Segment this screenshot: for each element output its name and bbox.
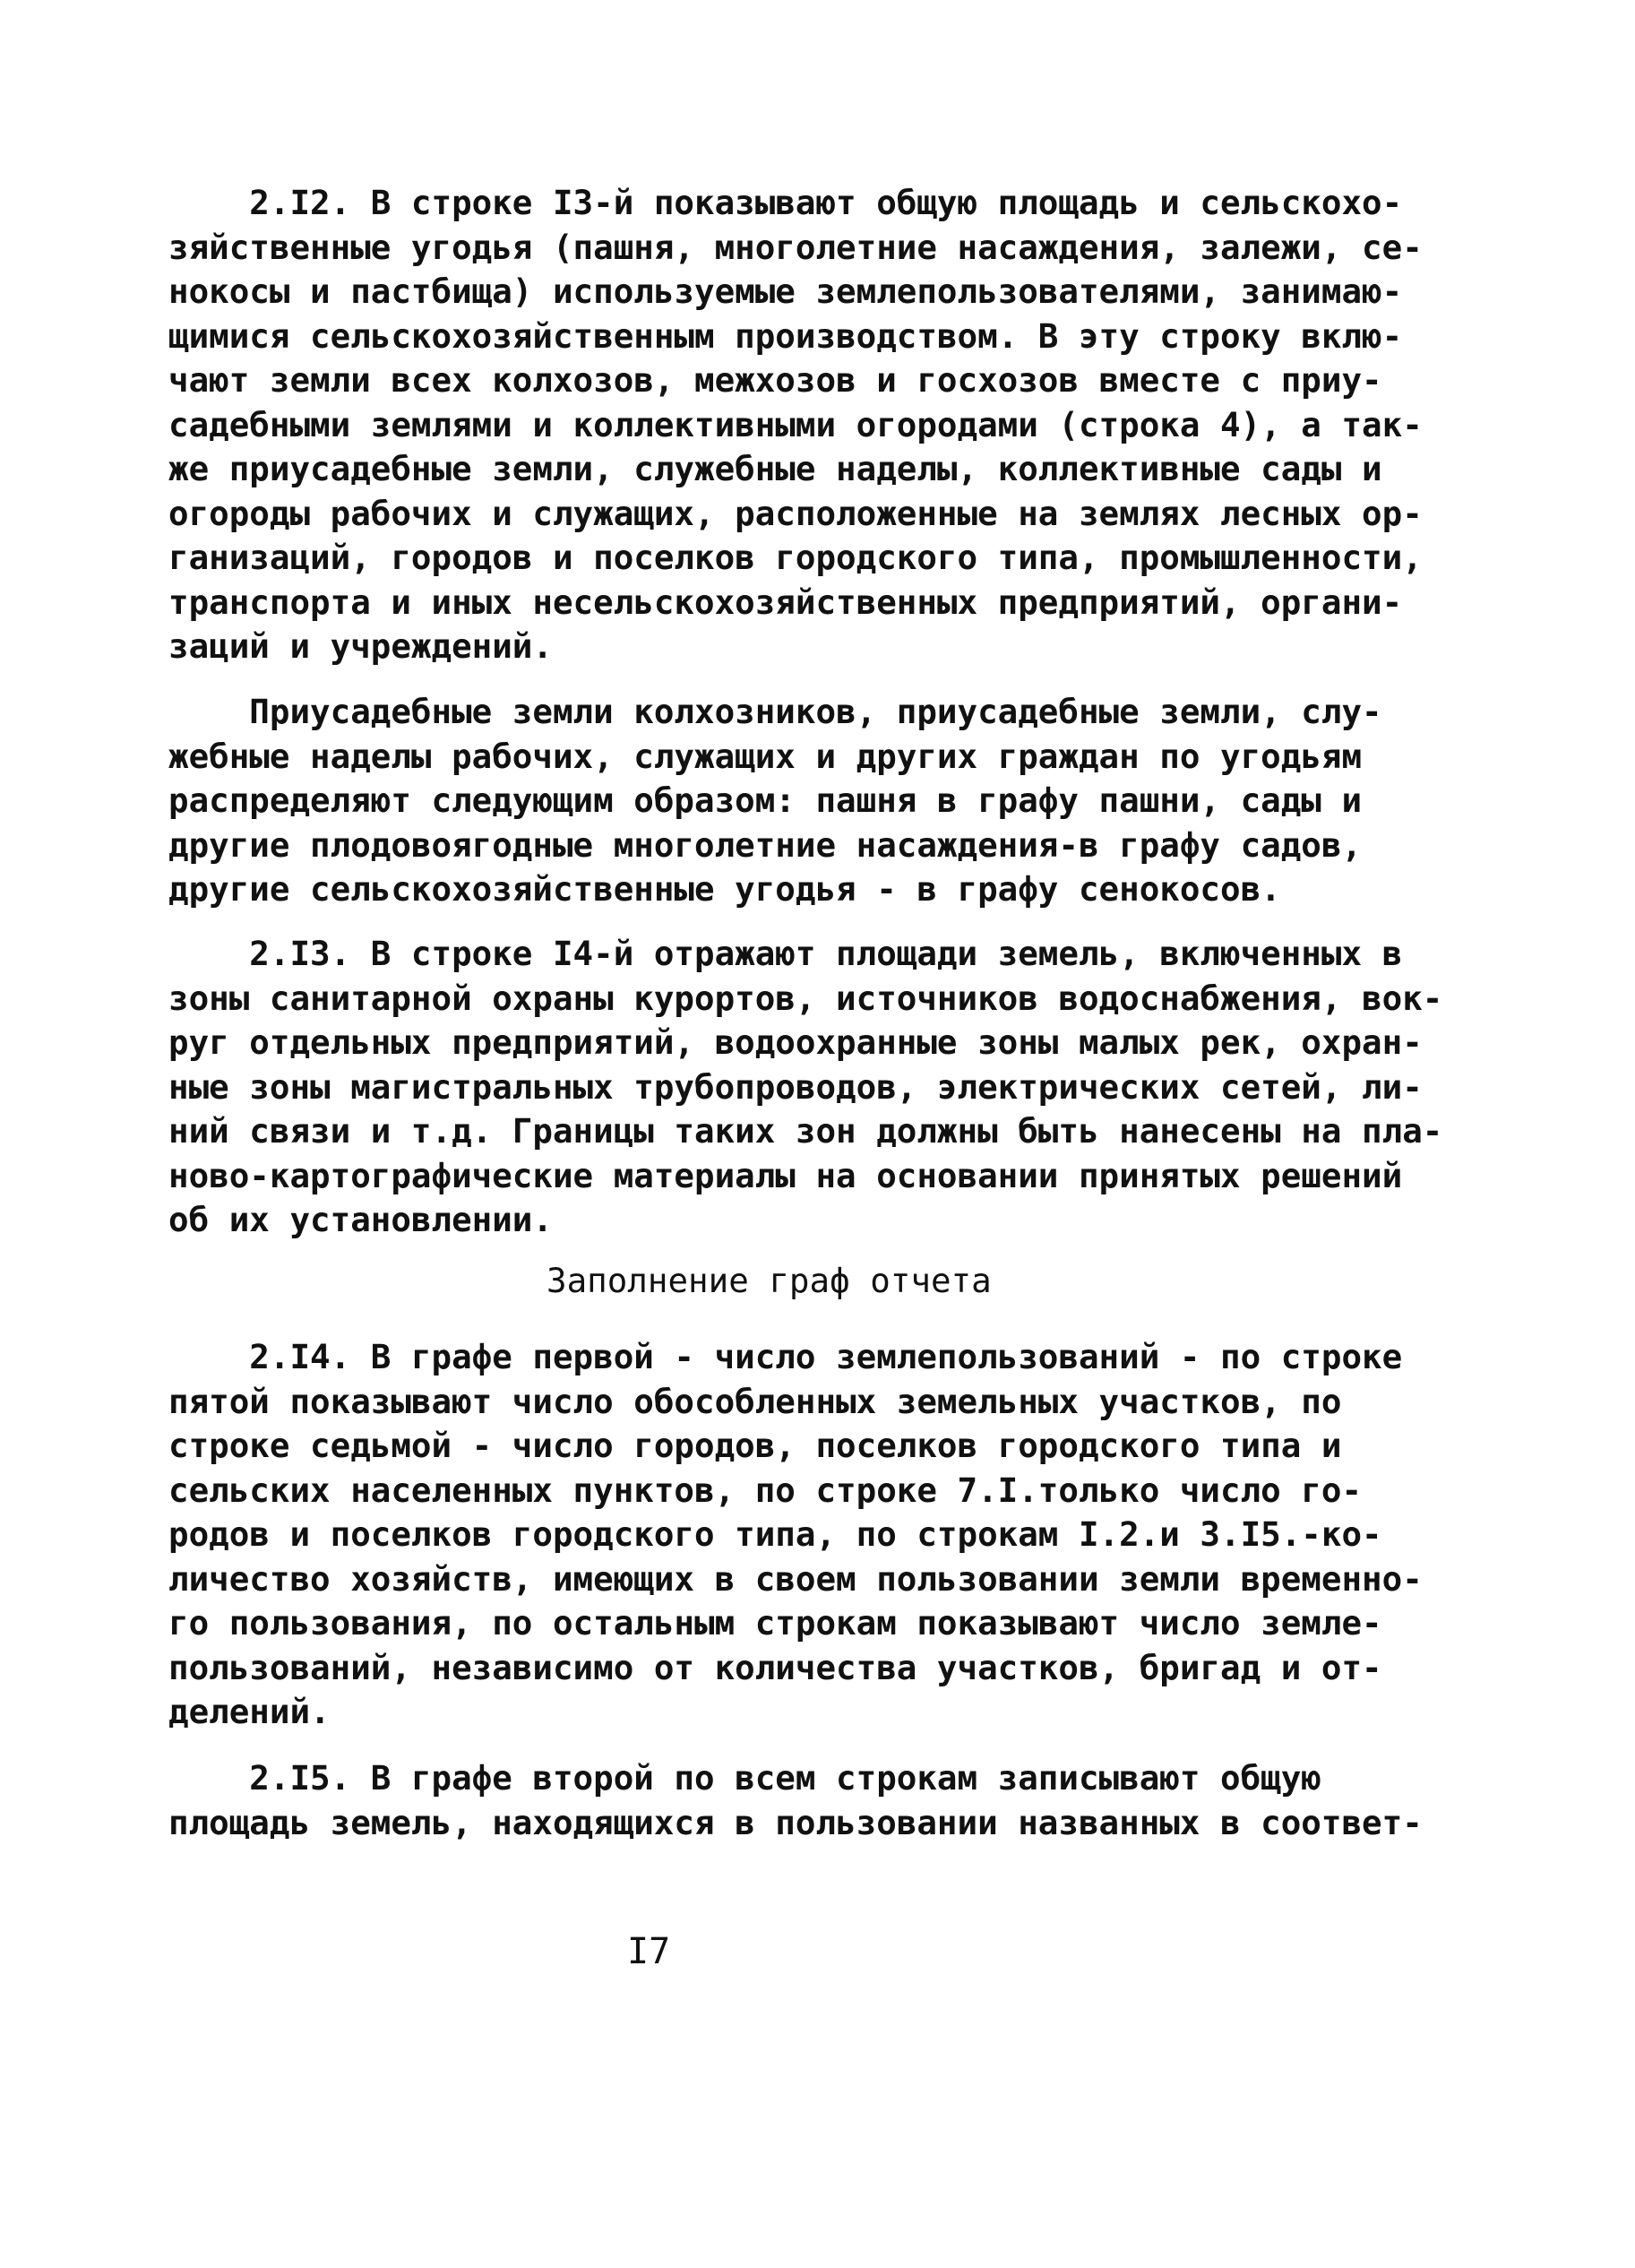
text-line: ново-картографические материалы на основании принятых решений [168,1155,1403,1195]
text-line: строке седьмой - число городов, поселков городского типа и [168,1426,1342,1465]
page-number: I7 [627,1931,671,1972]
text-line: же приусадебные земли, служебные наделы, коллективные сады и [168,449,1382,488]
paragraph-household-lands [168,690,1382,912]
paragraph-2-15 [168,1756,1423,1845]
text-line: огороды рабочих и служащих, расположенные на землях лесных ор- [168,493,1423,533]
paragraph-2-13 [168,932,1443,1243]
paragraph-2-12 [168,181,1423,669]
text-line: 2.I4. В графе первой - число землепользований - по строке [168,1337,1403,1376]
text-line: заций и учреждений. [168,626,553,666]
text-line: сельских населенных пунктов, по строке 7.I.только число го- [168,1470,1363,1510]
text-line: личество хозяйств, имеющих в своем пользовании земли временно- [168,1558,1423,1599]
text-line: руг отдельных предприятий, водоохранные зоны малых рек, охран- [168,1022,1423,1062]
text-line: садебными землями и коллективными огородами (строка 4), а так- [168,404,1423,444]
text-line: чают земли всех колхозов, межхозов и госхозов вместе с приу- [168,360,1382,400]
paragraph-2-14 [168,1335,1423,1735]
text-line: ганизаций, городов и поселков городского типа, промышленности, [168,538,1423,577]
text-line: нокосы и пастбища) используемые землепользователями, занимаю- [168,272,1403,311]
section-heading: Заполнение граф отчета [546,1261,992,1300]
text-line: пятой показывают число обособленных земельных участков, по [168,1381,1342,1421]
text-line: распределяют следующим образом: пашня в графу пашни, сады и [168,780,1363,820]
text-line: Приусадебные земли колхозников, приусадебные земли, слу- [168,692,1382,731]
text-line: ний связи и т.д. Границы таких зон должны быть нанесены на пла- [168,1111,1443,1151]
text-line: 2.I2. В строке I3-й показывают общую площадь и сельскохо- [168,183,1403,222]
text-line: родов и поселков городского типа, по строкам I.2.и 3.I5.-ко- [168,1514,1382,1554]
text-line: щимися сельскохозяйственным производством. В эту строку вклю- [168,315,1403,356]
text-line: 2.I5. В графе второй по всем строкам записывают общую [168,1758,1321,1798]
text-line: площадь земель, находящихся в пользовании названных в соответ- [168,1802,1423,1842]
text-line: ные зоны магистральных трубопроводов, электрических сетей, ли- [168,1066,1423,1107]
text-line: жебные наделы рабочих, служащих и других граждан по угодьям [168,736,1363,776]
text-line: делений. [168,1692,331,1731]
text-line: зяйственные угодья (пашня, многолетние насаждения, залежи, се- [168,227,1423,267]
text-line: 2.I3. В строке I4-й отражают площади земель, включенных в [168,934,1403,973]
text-line: об их установлении. [168,1200,553,1239]
text-line: зоны санитарной охраны курортов, источников водоснабжения, вок- [168,978,1443,1018]
text-line: пользований, независимо от количества участков, бригад и от- [168,1647,1382,1687]
text-line: другие сельскохозяйственные угодья - в графу сенокосов. [168,869,1281,909]
text-line: го пользования, по остальным строкам показывают число земле- [168,1603,1382,1643]
text-line: другие плодовоягодные многолетние насаждения-в графу садов, [168,824,1363,865]
text-line: транспорта и иных несельскохозяйственных предприятий, органи- [168,582,1403,622]
